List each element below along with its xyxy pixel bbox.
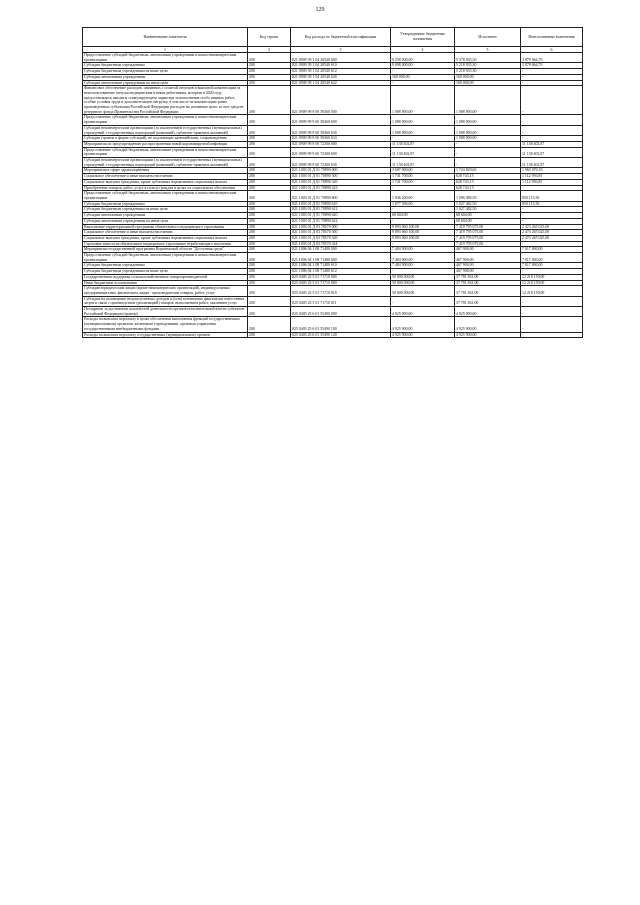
indicator-name-cell: Предоставление субсидий бюджетным, автономным учреждениям и иным некоммерческим организациям [83,253,248,263]
approved-amount-cell: - [391,80,455,86]
unexecuted-amount-cell: 2 473 265 025,00 [521,224,583,230]
indicator-name-cell: Расходы на выплаты персоналу в целях обеспечения выполнения функций государственными (муниципальными) органами, казенными учреждениями, органами управления государственными внебюджетными фондами [83,317,248,332]
indicator-name-cell: Субсидии юридическим лицам (кроме некоммерческих организаций), индивидуальным предпринимателям, физическим лицам - производителям товаров, работ, услуг [83,286,248,296]
approved-amount-cell: 7 484 900,00 [391,253,455,263]
table-row [83,307,583,317]
table-row [83,253,583,263]
classification-code-cell: 825 0405 25 6 01 55490 120 [291,332,391,338]
approved-amount-cell: - [391,185,455,191]
unexecuted-amount-cell: - [521,115,583,125]
line-code-cell: 200 [248,74,291,80]
header-approved-appropriations: Утвержденные бюджетные назначения [391,28,455,47]
unexecuted-amount-cell: - [521,185,583,191]
approved-amount-cell: 1 088 900,00 [391,86,455,115]
approved-amount-cell: 68 604,00 [391,213,455,219]
table-row [83,296,583,306]
line-code-cell: 200 [248,147,291,157]
executed-amount-cell: 160 000,00 [455,80,521,86]
line-code-cell: 200 [248,191,291,201]
classification-code-cell: 825 0405 25 6 01 55490 100 [291,317,391,332]
column-number: 1 [83,47,248,53]
classification-code-cell: 821 0909 99 9 00 72300 630 [291,158,391,168]
unexecuted-amount-cell: 11 138 402,87 [521,141,583,147]
executed-amount-cell: - [455,158,521,168]
indicator-name-cell: Социальное обеспечение и иные выплаты населению [83,230,248,236]
indicator-name-cell: Расходы на выплаты персоналу государственных (муниципальных) органов [83,332,248,338]
approved-amount-cell: 4 925 900,00 [391,317,455,332]
line-code-cell: 200 [248,86,291,115]
indicator-name-cell: Субсидии автономным учреждениям [83,213,248,219]
approved-amount-cell: 9 098 000,00 [391,63,455,69]
classification-code-cell: 821 0909 99 9 00 72300 000 [291,141,391,147]
classification-code-cell: 821 1003 01 Д 01 70890 300 [291,174,391,180]
unexecuted-amount-cell: 1 112 956,85 [521,174,583,180]
unexecuted-amount-cell: - [521,213,583,219]
executed-amount-cell: 467 900,00 [455,247,521,253]
classification-code-cell: 825 0405 25 5 01 71710 810 [291,286,391,296]
approved-amount-cell: 50 000 000,00 [391,286,455,296]
unexecuted-amount-cell: 12 218 159,00 [521,286,583,296]
classification-code-cell: 825 0405 25 5 01 71710 811 [291,296,391,306]
column-number: 6 [521,47,583,53]
unexecuted-amount-cell: 1 963 070,35 [521,168,583,174]
header-budget-classification-code: Код расхода по бюджетной классификации [291,28,391,47]
classification-code-cell: 821 1003 01 Д 01 70890 600 [291,191,391,201]
classification-code-cell: 821 0909 99 9 00 58360 600 [291,115,391,125]
line-code-cell: 200 [248,235,291,241]
approved-amount-cell: 9 893 060 100,00 [391,224,455,230]
line-code-cell: 200 [248,263,291,269]
line-code-cell: 200 [248,158,291,168]
line-code-cell: 200 [248,224,291,230]
unexecuted-amount-cell: - [521,241,583,247]
classification-code-cell: 821 1003 01 Д 03 78570 300 [291,230,391,236]
unexecuted-amount-cell: - [521,307,583,317]
approved-amount-cell: 1 741 700,00 [391,174,455,180]
line-code-cell: 200 [248,274,291,280]
classification-code-cell: 821 1003 01 Д 01 70890 622 [291,218,391,224]
approved-amount-cell: 11 138 402,87 [391,141,455,147]
classification-code-cell: 821 0909 39 1 04 20540 610 [291,63,391,69]
approved-amount-cell: 9 893 060 100,00 [391,230,455,236]
line-code-cell: 200 [248,63,291,69]
approved-amount-cell: - [391,136,455,142]
table-row [83,332,583,338]
approved-amount-cell: 11 138 402,87 [391,147,455,157]
indicator-name-cell: Предоставление субсидий бюджетным, автономным учреждениям и иным некоммерческим организациям [83,115,248,125]
unexecuted-amount-cell: 7 017 000,00 [521,263,583,269]
indicator-name-cell: Субсидии автономным учреждениям на иные цели [83,218,248,224]
line-code-cell: 200 [248,280,291,286]
classification-code-cell: 821 1006 04 1 08 71480 610 [291,263,391,269]
unexecuted-amount-cell: 1 112 956,85 [521,179,583,185]
executed-amount-cell: 37 781 841,00 [455,286,521,296]
executed-amount-cell: 467 900,00 [455,269,521,275]
indicator-name-cell: Предоставление субсидий бюджетным, автономным учреждениям и иным некоммерческим организациям [83,191,248,201]
classification-code-cell: 821 1006 04 1 08 71480 612 [291,269,391,275]
classification-code-cell: 821 1003 01 Д 01 70890 620 [291,213,391,219]
classification-code-cell: 821 0909 99 9 00 58360 630 [291,125,391,135]
line-code-cell: 200 [248,241,291,247]
executed-amount-cell: 467 900,00 [455,253,521,263]
indicator-name-cell: Выполнение территориальной программы обязательного медицинского страхования [83,224,248,230]
executed-amount-cell: 7 419 795 075,00 [455,235,521,241]
column-number: 5 [455,47,521,53]
header-indicator-name: Наименование показателя [83,28,248,47]
table-row [83,115,583,125]
unexecuted-amount-cell: - [521,317,583,332]
indicator-name-cell: Субсидии бюджетным учреждениям на иные цели [83,269,248,275]
approved-amount-cell: 1 741 700,00 [391,179,455,185]
executed-amount-cell: 4 925 900,00 [455,307,521,317]
line-code-cell: 200 [248,115,291,125]
approved-amount-cell: 7 484 900,00 [391,263,455,269]
approved-amount-cell: 4 925 900,00 [391,332,455,338]
executed-amount-cell: 7 419 795 075,00 [455,241,521,247]
table-header-row [83,28,583,47]
unexecuted-amount-cell: - [521,269,583,275]
approved-amount-cell: 4 925 900,00 [391,307,455,317]
line-code-cell: 200 [248,269,291,275]
executed-amount-cell: 1 027 482,50 [455,201,521,207]
line-code-cell: 200 [248,53,291,63]
classification-code-cell: 821 1006 04 1 08 71480 600 [291,253,391,263]
executed-amount-cell: 160 000,00 [455,74,521,80]
classification-code-cell: 821 0909 39 1 04 20540 622 [291,80,391,86]
classification-code-cell: 825 0405 25 6 01 55490 000 [291,307,391,317]
executed-amount-cell: 1 096 086,50 [455,191,521,201]
executed-amount-cell: 7 419 795 075,00 [455,230,521,236]
approved-amount-cell: - [391,241,455,247]
table-row [83,86,583,115]
line-code-cell: 200 [248,69,291,75]
indicator-name-cell: Социальное обеспечение и иные выплаты населению [83,174,248,180]
unexecuted-amount-cell: - [521,125,583,135]
indicator-name-cell: Субсидии на возмещение недополученных доходов и (или) возмещение фактически понесенных затрат в связи с производством (реализацией) товаров, выполнением работ, оказанием услуг [83,296,248,306]
executed-amount-cell: - [455,141,521,147]
indicator-name-cell: Государственная поддержка сельскохозяйственных товаропроизводителей [83,274,248,280]
column-number: 3 [291,47,391,53]
indicator-name-cell: Мероприятия в сфере здравоохранения [83,168,248,174]
unexecuted-amount-cell: - [521,296,583,306]
approved-amount-cell: - [391,69,455,75]
line-code-cell: 200 [248,247,291,253]
unexecuted-amount-cell: 850 113,50 [521,201,583,207]
classification-code-cell: 821 1003 01 Д 01 70890 000 [291,168,391,174]
line-code-cell: 200 [248,317,291,332]
unexecuted-amount-cell: - [521,86,583,115]
unexecuted-amount-cell: 2 473 265 025,00 [521,235,583,241]
line-code-cell: 200 [248,213,291,219]
approved-amount-cell: 1 877 596,00 [391,201,455,207]
unexecuted-amount-cell: - [521,136,583,142]
approved-amount-cell: 9 893 060 100,00 [391,235,455,241]
indicator-name-cell: Социальные выплаты гражданам, кроме публичных нормативных социальных выплат [83,179,248,185]
indicator-name-cell: Предоставление субсидий бюджетным, автономным учреждениям и иным некоммерческим организациям [83,53,248,63]
indicator-name-cell: Субсидии бюджетным учреждениям на иные цели [83,69,248,75]
table-row [83,317,583,332]
indicator-name-cell: Поощрение за достижение показателей деятельности органов исполнительной власти субъектов Российской Федерации (гранты) [83,307,248,317]
column-number: 2 [248,47,291,53]
classification-code-cell: 821 1003 01 Д 01 70890 610 [291,201,391,207]
unexecuted-amount-cell: 12 218 159,00 [521,274,583,280]
unexecuted-amount-cell: 850 113,50 [521,191,583,201]
classification-code-cell: 821 0909 99 9 00 58360 000 [291,86,391,115]
indicator-name-cell: Субсидии некоммерческим организациям (за исключением государственных (муниципальных) учреждений, государственных корпораций (компаний), публично-правовых компаний) [83,125,248,135]
line-code-cell: 200 [248,253,291,263]
table-row [83,191,583,201]
table-row [83,158,583,168]
indicator-name-cell: Субсидии (гранты в форме субсидий), не подлежащие казначейскому сопровождению [83,136,248,142]
executed-amount-cell: 5 218 935,30 [455,63,521,69]
line-code-cell: 200 [248,136,291,142]
classification-code-cell: 821 1006 04 1 08 71480 000 [291,247,391,253]
indicator-name-cell: Субсидии автономным учреждениям [83,74,248,80]
line-code-cell: 200 [248,230,291,236]
indicator-name-cell: Субсидии бюджетным учреждениям [83,63,248,69]
classification-code-cell: 825 0405 25 5 01 71710 800 [291,280,391,286]
indicator-name-cell: Предоставление субсидий бюджетным, автономным учреждениям и иным некоммерческим организациям [83,147,248,157]
classification-code-cell: 821 1003 01 Д 01 70890 612 [291,207,391,213]
indicator-name-cell: Субсидии автономным учреждениям на иные цели [83,80,248,86]
table-row [83,147,583,157]
indicator-name-cell: Субсидии бюджетным учреждениям [83,263,248,269]
classification-code-cell: 821 1003 01 Д 01 70890 323 [291,185,391,191]
executed-amount-cell: 5 218 935,30 [455,69,521,75]
indicator-name-cell: Приобретение товаров, работ, услуг в пользу граждан в целях их социального обеспечения [83,185,248,191]
executed-amount-cell: 5 378 935,30 [455,53,521,63]
executed-amount-cell: 628 743,15 [455,174,521,180]
line-code-cell: 200 [248,125,291,135]
approved-amount-cell: 3 687 900,00 [391,168,455,174]
budget-execution-table [82,27,583,338]
approved-amount-cell: 11 138 402,87 [391,158,455,168]
executed-amount-cell: 37 781 841,00 [455,296,521,306]
indicator-name-cell: Финансовое обеспечение расходов, связанных с оплатой отпусков и выплатой компенсации за неиспользованные отпуска медицинским и иным работникам, которым в 2020 году предоставлялись выплаты стимулирующего характера за выполнение особо важных работ, особые условия труда и дополнительную нагрузку, в том числе на компенсацию ранее произведенных субъектами Российской Федерации расходов на указанные цели, за счет средств резервного фонда Правительства Российской Федерации [83,86,248,115]
line-code-cell: 200 [248,179,291,185]
executed-amount-cell: 1 027 482,50 [455,207,521,213]
table-row [83,125,583,135]
classification-code-cell: 821 0909 99 9 00 72300 600 [291,147,391,157]
executed-amount-cell: 68 604,00 [455,213,521,219]
executed-amount-cell: 1 088 900,00 [455,136,521,142]
unexecuted-amount-cell: 11 138 402,87 [521,147,583,157]
table-body [83,53,583,338]
unexecuted-amount-cell: 7 017 000,00 [521,247,583,253]
executed-amount-cell: 1 088 900,00 [455,86,521,115]
line-code-cell: 200 [248,174,291,180]
indicator-name-cell: Субсидии бюджетным учреждениям [83,201,248,207]
line-code-cell: 200 [248,80,291,86]
executed-amount-cell: 37 781 841,00 [455,280,521,286]
indicator-name-cell: Мероприятия по предупреждению распространения новой коронавирусной инфекции [83,141,248,147]
executed-amount-cell: - [455,147,521,157]
line-code-cell: 200 [248,307,291,317]
approved-amount-cell: - [391,218,455,224]
header-unexecuted-appropriations: Неисполненные назначения [521,28,583,47]
line-code-cell: 200 [248,185,291,191]
approved-amount-cell: 160 000,00 [391,74,455,80]
unexecuted-amount-cell: 3 879 064,70 [521,63,583,69]
line-code-cell: 200 [248,141,291,147]
line-code-cell: 200 [248,218,291,224]
table-row [83,286,583,296]
approved-amount-cell: - [391,296,455,306]
classification-code-cell: 821 1003 01 Д 03 78570 000 [291,224,391,230]
approved-amount-cell: - [391,269,455,275]
approved-amount-cell: 1 088 900,00 [391,115,455,125]
executed-amount-cell: 4 925 900,00 [455,317,521,332]
classification-code-cell: 821 1003 01 Д 03 78570 320 [291,235,391,241]
indicator-name-cell: Мероприятия государственной программы Воронежской области "Доступная среда" [83,247,248,253]
indicator-name-cell: Социальные выплаты гражданам, кроме публичных нормативных социальных выплат [83,235,248,241]
approved-amount-cell: 1 088 900,00 [391,125,455,135]
unexecuted-amount-cell: - [521,207,583,213]
executed-amount-cell: 4 925 900,00 [455,332,521,338]
line-code-cell: 200 [248,296,291,306]
indicator-name-cell: Страховые взносы на обязательное медицинское страхование неработающего населения [83,241,248,247]
unexecuted-amount-cell: - [521,74,583,80]
unexecuted-amount-cell: - [521,80,583,86]
unexecuted-amount-cell: 12 218 159,00 [521,280,583,286]
line-code-cell: 200 [248,207,291,213]
approved-amount-cell: 7 484 900,00 [391,247,455,253]
executed-amount-cell: 628 743,15 [455,185,521,191]
line-code-cell: 200 [248,332,291,338]
line-code-cell: 200 [248,286,291,296]
approved-amount-cell: 50 000 000,00 [391,274,455,280]
executed-amount-cell: 467 900,00 [455,263,521,269]
unexecuted-amount-cell: 11 138 402,87 [521,158,583,168]
approved-amount-cell: 1 946 200,00 [391,191,455,201]
executed-amount-cell: 1 088 900,00 [455,125,521,135]
indicator-name-cell: Субсидии некоммерческим организациям (за исключением государственных (муниципальных) учреждений, государственных корпораций (компаний), публично-правовых компаний) [83,158,248,168]
header-line-code: Код строки [248,28,291,47]
classification-code-cell: 821 0909 39 1 04 20540 600 [291,53,391,63]
unexecuted-amount-cell: 7 017 000,00 [521,253,583,263]
approved-amount-cell: - [391,207,455,213]
table-row [83,53,583,63]
executed-amount-cell: 7 419 795 075,00 [455,224,521,230]
classification-code-cell: 821 0909 39 1 04 20540 620 [291,74,391,80]
classification-code-cell: 821 1003 01 Д 01 70890 320 [291,179,391,185]
unexecuted-amount-cell: 2 473 265 025,00 [521,230,583,236]
approved-amount-cell: 9 258 000,00 [391,53,455,63]
unexecuted-amount-cell: - [521,69,583,75]
indicator-name-cell: Иные бюджетные ассигнования [83,280,248,286]
unexecuted-amount-cell: 3 879 064,70 [521,53,583,63]
executed-amount-cell: 1 724 829,65 [455,168,521,174]
executed-amount-cell: 1 088 900,00 [455,115,521,125]
approved-amount-cell: 50 000 000,00 [391,280,455,286]
classification-code-cell: 821 0909 99 9 00 58360 633 [291,136,391,142]
executed-amount-cell: 37 781 841,00 [455,274,521,280]
classification-code-cell: 821 0909 39 1 04 20540 612 [291,69,391,75]
line-code-cell: 200 [248,168,291,174]
column-number: 4 [391,47,455,53]
header-executed: Исполнено [455,28,521,47]
executed-amount-cell: 628 743,15 [455,179,521,185]
line-code-cell: 200 [248,201,291,207]
classification-code-cell: 825 0405 25 5 01 71710 000 [291,274,391,280]
page-number: 129 [315,7,325,13]
executed-amount-cell: 68 604,00 [455,218,521,224]
unexecuted-amount-cell: - [521,332,583,338]
indicator-name-cell: Субсидии бюджетным учреждениям на иные цели [83,207,248,213]
classification-code-cell: 821 1003 01 Д 03 78570 324 [291,241,391,247]
unexecuted-amount-cell: - [521,218,583,224]
